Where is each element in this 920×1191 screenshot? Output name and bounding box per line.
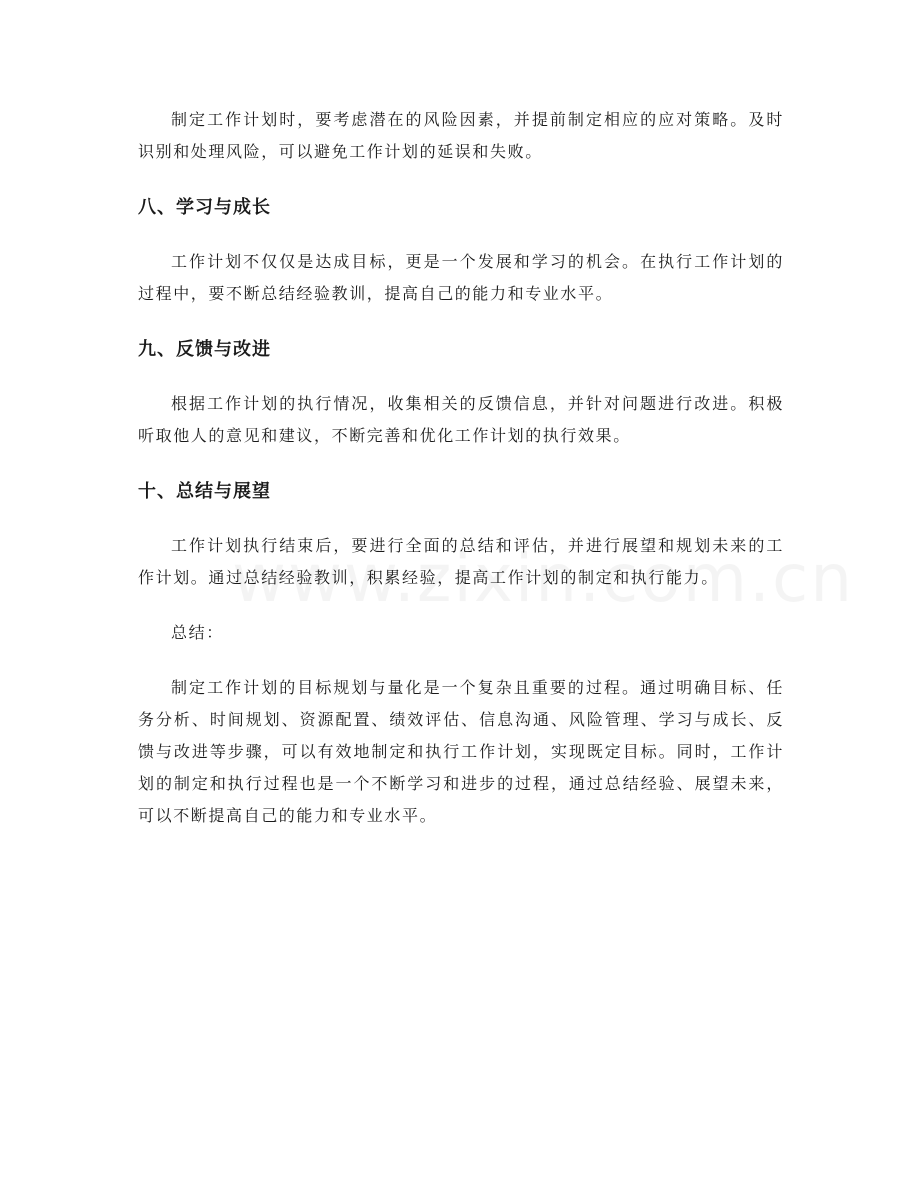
heading-summary-outlook: 十、总结与展望 <box>138 481 271 502</box>
paragraph-summary-outlook: 工作计划执行结束后，要进行全面的总结和评估，并进行展望和规划未来的工作计划。通过总结经验教训，积累经验，提高工作计划的制定和执行能力。 <box>138 536 784 587</box>
document-body <box>138 104 784 855</box>
summary-label: 总结： <box>171 623 224 642</box>
paragraph-learning-growth: 工作计划不仅仅是达成目标，更是一个发展和学习的机会。在执行工作计划的过程中，要不断总结经验教训，提高自己的能力和专业水平。 <box>138 252 784 303</box>
paragraph-risk-management: 制定工作计划时，要考虑潜在的风险因素，并提前制定相应的应对策略。及时识别和处理风险，可以避免工作计划的延误和失败。 <box>138 110 784 161</box>
heading-learning-growth: 八、学习与成长 <box>138 197 271 218</box>
paragraph-feedback-improvement: 根据工作计划的执行情况，收集相关的反馈信息，并针对问题进行改进。积极听取他人的意见和建议，不断完善和优化工作计划的执行效果。 <box>138 394 784 445</box>
paragraph-conclusion: 制定工作计划的目标规划与量化是一个复杂且重要的过程。通过明确目标、任务分析、时间规划、资源配置、绩效评估、信息沟通、风险管理、学习与成长、反馈与改进等步骤，可以有效地制定和执行工作计划，实现既定目标。同时，工作计划的制定和执行过程也是一个不断学习和进步的过程，通过总结经验、展望未来，可以不断提高自己的能力和专业水平。 <box>138 678 784 825</box>
heading-feedback-improvement: 九、反馈与改进 <box>138 339 271 360</box>
